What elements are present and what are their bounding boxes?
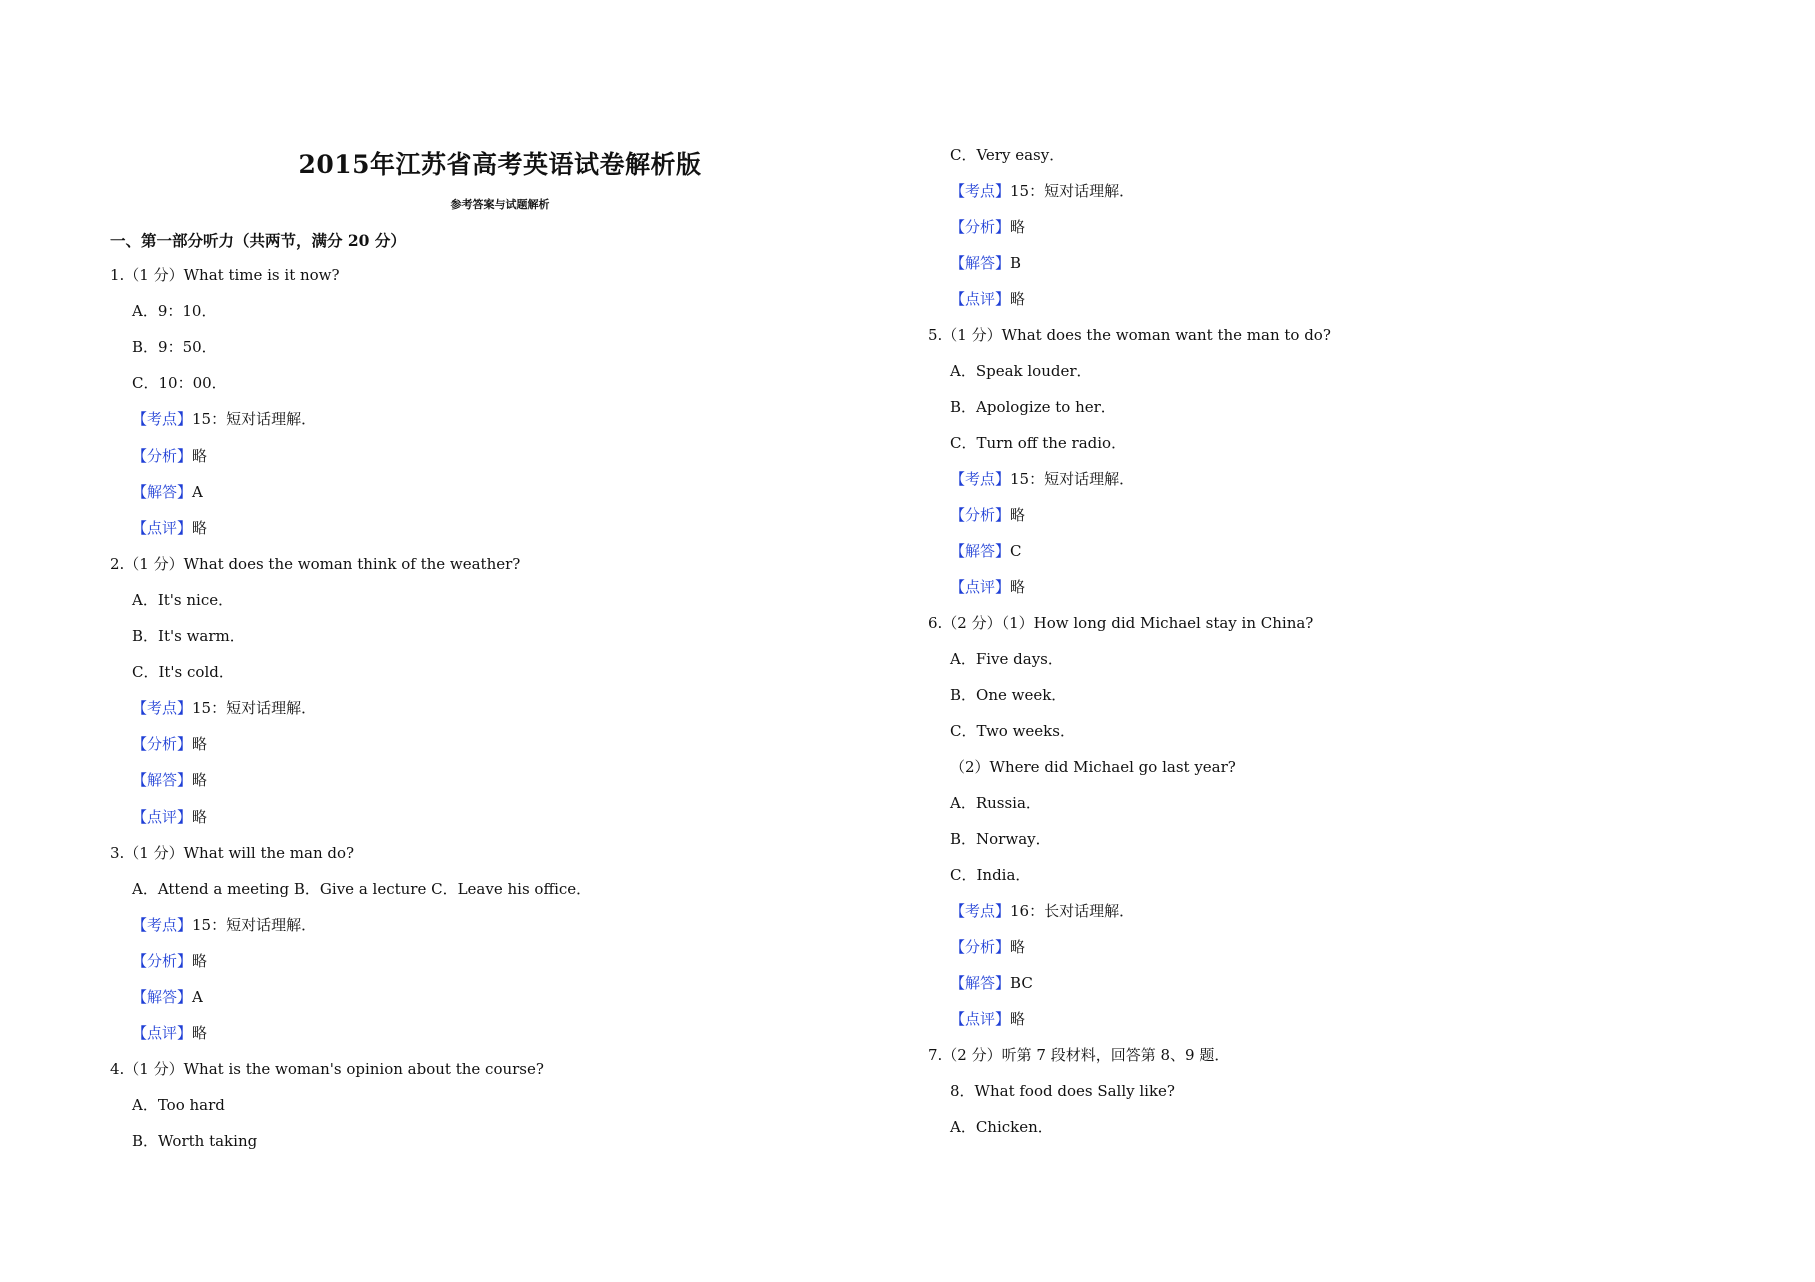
question-line: 3.（1 分）What will the man do? (110, 843, 355, 862)
analysis-label: 【分析】 (950, 218, 1011, 236)
analysis-label: 【考点】 (132, 699, 193, 718)
analysis-label: 【分析】 (950, 506, 1011, 524)
analysis-line (950, 253, 1021, 273)
analysis-line (950, 937, 1025, 957)
option-line: A．It's nice． (132, 590, 234, 609)
analysis-line (132, 518, 207, 538)
analysis-line (950, 505, 1025, 525)
analysis-label: 【分析】 (132, 951, 193, 970)
analysis-line (132, 987, 203, 1007)
option-line: C．10：00． (132, 374, 227, 393)
analysis-value: A (192, 988, 203, 1006)
analysis-label: 【点评】 (132, 518, 193, 537)
option-line: 8．What food does Sally like? (950, 1082, 1175, 1100)
analysis-line (132, 409, 316, 429)
analysis-label: 【考点】 (950, 902, 1011, 920)
analysis-label: 【点评】 (950, 578, 1011, 596)
analysis-label: 【考点】 (950, 470, 1011, 488)
analysis-label: 【分析】 (132, 735, 193, 754)
analysis-line (950, 901, 1134, 921)
analysis-label: 【解答】 (132, 482, 193, 501)
analysis-line (132, 915, 316, 935)
analysis-label: 【解答】 (950, 542, 1011, 560)
analysis-label: 【解答】 (950, 974, 1011, 992)
analysis-value: 略 (1010, 218, 1026, 236)
option-line: A．Russia． (950, 794, 1041, 812)
option-line: C．India． (950, 866, 1031, 884)
option-line: B．It's warm． (132, 627, 245, 645)
document-subtitle: 参考答案与试题解析 (450, 198, 550, 211)
analysis-value: 略 (192, 1024, 208, 1043)
analysis-line (132, 734, 207, 754)
analysis-value: A (192, 482, 203, 501)
option-line: B．Worth taking (132, 1132, 258, 1151)
analysis-line (950, 1009, 1025, 1029)
analysis-label: 【解答】 (132, 771, 193, 790)
option-line: A．Chicken． (950, 1118, 1053, 1136)
question-line: 7.（2 分）听第 7 段材料，回答第 8、9 题． (928, 1046, 1230, 1064)
analysis-line (132, 698, 316, 718)
document-title: 2015年江苏省高考英语试卷解析版 (298, 150, 702, 179)
analysis-value: 略 (192, 735, 208, 754)
analysis-value: C (1010, 542, 1022, 560)
option-line: C．Turn off the radio． (950, 434, 1127, 452)
analysis-value: 略 (192, 951, 208, 970)
analysis-line (132, 951, 207, 971)
option-line: A．9：10． (132, 302, 217, 321)
option-line: A．Five days． (950, 650, 1063, 668)
analysis-line (950, 469, 1134, 489)
question-line: 1.（1 分）What time is it now? (110, 266, 340, 284)
analysis-value: 略 (192, 446, 208, 465)
analysis-line (950, 181, 1134, 201)
analysis-label: 【解答】 (132, 988, 193, 1006)
option-line: A．Attend a meeting B．Give a lecture C．Leave his office． (132, 879, 592, 898)
question-line: 5.（1 分）What does the woman want the man to do? (928, 326, 1331, 344)
analysis-value: 略 (1010, 938, 1026, 956)
analysis-value: 16：长对话理解． (1010, 902, 1135, 920)
option-line: B．One week． (950, 686, 1067, 704)
option-line: C．Two weeks． (950, 722, 1075, 740)
question-line: 2.（1 分）What does the woman think of the weather? (110, 554, 521, 573)
analysis-label: 【分析】 (950, 938, 1011, 956)
analysis-label: 【点评】 (950, 290, 1011, 308)
analysis-value: 15：短对话理解． (192, 915, 317, 934)
option-line: B．Norway． (950, 830, 1051, 848)
analysis-line (132, 1023, 207, 1043)
option-line: （2）Where did Michael go last year? (950, 758, 1236, 776)
option-line: A．Speak louder． (950, 362, 1092, 380)
analysis-value: 略 (1010, 290, 1026, 308)
analysis-value: 略 (1010, 578, 1026, 596)
analysis-line (132, 446, 207, 466)
analysis-label: 【点评】 (132, 807, 193, 826)
option-line: C．It's cold． (132, 663, 234, 682)
analysis-value: 略 (1010, 506, 1026, 524)
analysis-line (132, 770, 207, 790)
analysis-value: 略 (192, 518, 208, 537)
analysis-value: B (1010, 254, 1022, 272)
analysis-value: 15：短对话理解． (1010, 470, 1135, 488)
option-line: B．Apologize to her． (950, 398, 1116, 416)
option-line: C．Very easy． (950, 146, 1065, 164)
analysis-line (132, 482, 203, 502)
analysis-label: 【解答】 (950, 254, 1011, 272)
analysis-line (950, 973, 1033, 993)
option-line: A．Too hard (132, 1096, 225, 1115)
analysis-label: 【点评】 (950, 1010, 1011, 1028)
analysis-label: 【点评】 (132, 1024, 193, 1043)
option-line: B．9：50． (132, 338, 217, 357)
analysis-value: 略 (192, 771, 208, 790)
analysis-line (132, 807, 207, 827)
analysis-label: 【考点】 (132, 915, 193, 934)
analysis-value: 15：短对话理解． (192, 699, 317, 718)
question-line: 4.（1 分）What is the woman's opinion about the course? (110, 1060, 544, 1079)
analysis-value: 15：短对话理解． (192, 410, 317, 429)
analysis-value: 15：短对话理解． (1010, 182, 1135, 200)
analysis-value: BC (1010, 974, 1033, 992)
analysis-line (950, 577, 1025, 597)
analysis-line (950, 289, 1025, 309)
analysis-label: 【考点】 (132, 410, 193, 429)
analysis-label: 【分析】 (132, 446, 193, 465)
analysis-value: 略 (1010, 1010, 1026, 1028)
analysis-line (950, 541, 1022, 561)
question-line: 6.（2 分）（1）How long did Michael stay in China? (928, 614, 1314, 632)
analysis-line (950, 217, 1025, 237)
analysis-label: 【考点】 (950, 182, 1011, 200)
section-heading: 一、第一部分听力（共两节，满分 20 分） (110, 231, 406, 250)
analysis-value: 略 (192, 807, 208, 826)
